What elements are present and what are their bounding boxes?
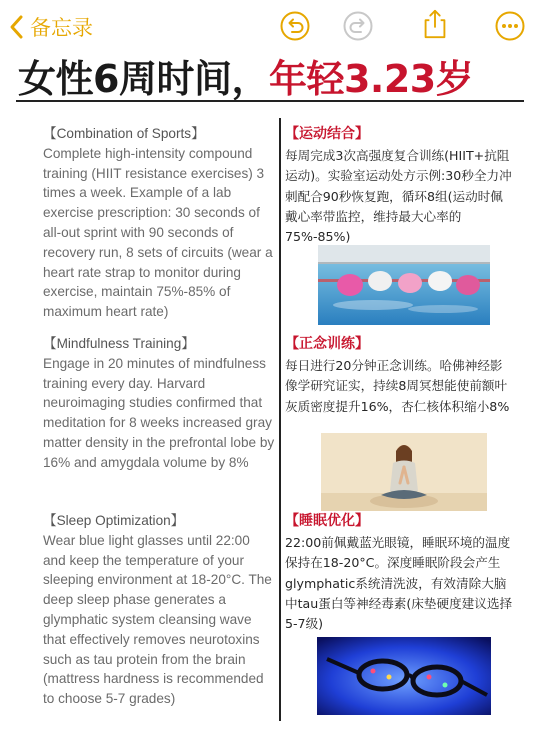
section-sleep-zh xyxy=(285,511,513,634)
section-sleep-en xyxy=(43,511,275,709)
section-heading-zh: 【运动结合】 xyxy=(285,126,369,142)
section-heading-en: 【Sleep Optimization】 xyxy=(43,513,185,528)
section-body-en: Engage in 20 minutes of mindfulness training every day. Harvard neuroimaging studies confirmed that meditation for 8 weeks increased gray matter density in the prefrontal lobe by 16% and amygdala volume by 8% xyxy=(43,355,275,470)
back-label: 备忘录 xyxy=(30,16,93,40)
page-title xyxy=(18,52,522,101)
section-body-en: Complete high-intensity compound training (HIIT resistance exercises) 3 times a week. Example of a lab exercise prescription: 30 seconds of all-out sprint with 90 seconds of recovery run, 8 sets of circuits (wear a heart rate strap to monitor during exercise, maintain 75%-85% of maximum heart rate) xyxy=(43,145,273,320)
title-highlight: 年轻3.23岁 xyxy=(268,56,474,101)
section-heading-zh: 【正念训练】 xyxy=(285,336,369,352)
back-button[interactable] xyxy=(8,12,93,42)
share-icon[interactable] xyxy=(419,8,451,40)
top-nav-bar xyxy=(0,0,540,52)
swimmers-photo xyxy=(318,245,490,325)
more-icon[interactable] xyxy=(494,10,526,42)
section-heading-en: 【Mindfulness Training】 xyxy=(43,336,195,351)
section-heading-zh: 【睡眠优化】 xyxy=(285,513,369,529)
undo-icon[interactable] xyxy=(279,10,311,42)
section-sports-zh xyxy=(285,124,513,247)
title-underline xyxy=(16,100,524,102)
section-heading-en: 【Combination of Sports】 xyxy=(43,126,205,141)
chevron-left-icon xyxy=(8,14,26,40)
section-body-zh: 每周完成3次高强度复合训练(HIIT+抗阻运动)。实验室运动处方示例:30秒全力冲刺配合90秒恢复跑，循环8组(运动时佩戴心率带监控，维持最大心率的75%-85%) xyxy=(285,148,512,245)
section-mindfulness-en xyxy=(43,334,275,473)
section-sports-en xyxy=(43,124,275,322)
section-mindfulness-zh xyxy=(285,334,513,417)
meditation-photo xyxy=(321,433,487,511)
redo-icon[interactable] xyxy=(342,10,374,42)
blue-glasses-photo xyxy=(317,637,491,715)
section-body-en: Wear blue light glasses until 22:00 and keep the temperature of your sleeping environment at 18-20°C. The deep sleep phase generates a glymphatic system cleansing wave that effectively removes neurotoxins such as tau protein from the brain (mattress hardness is recommended to choose 5-7 grades) xyxy=(43,532,272,707)
section-body-zh: 22:00前佩戴蓝光眼镜，睡眠环境的温度保持在18-20°C。深度睡眠阶段会产生glymphatic系统清洗波，有效清除大脑中tau蛋白等神经毒素(床垫硬度建议选择5-7级) xyxy=(285,535,513,632)
title-main: 女性6周时间， xyxy=(18,56,269,101)
section-body-zh: 每日进行20分钟正念训练。哈佛神经影像学研究证实，持续8周冥想能使前额叶灰质密度提升16%，杏仁核体积缩小8% xyxy=(285,358,510,414)
column-divider xyxy=(279,118,281,721)
